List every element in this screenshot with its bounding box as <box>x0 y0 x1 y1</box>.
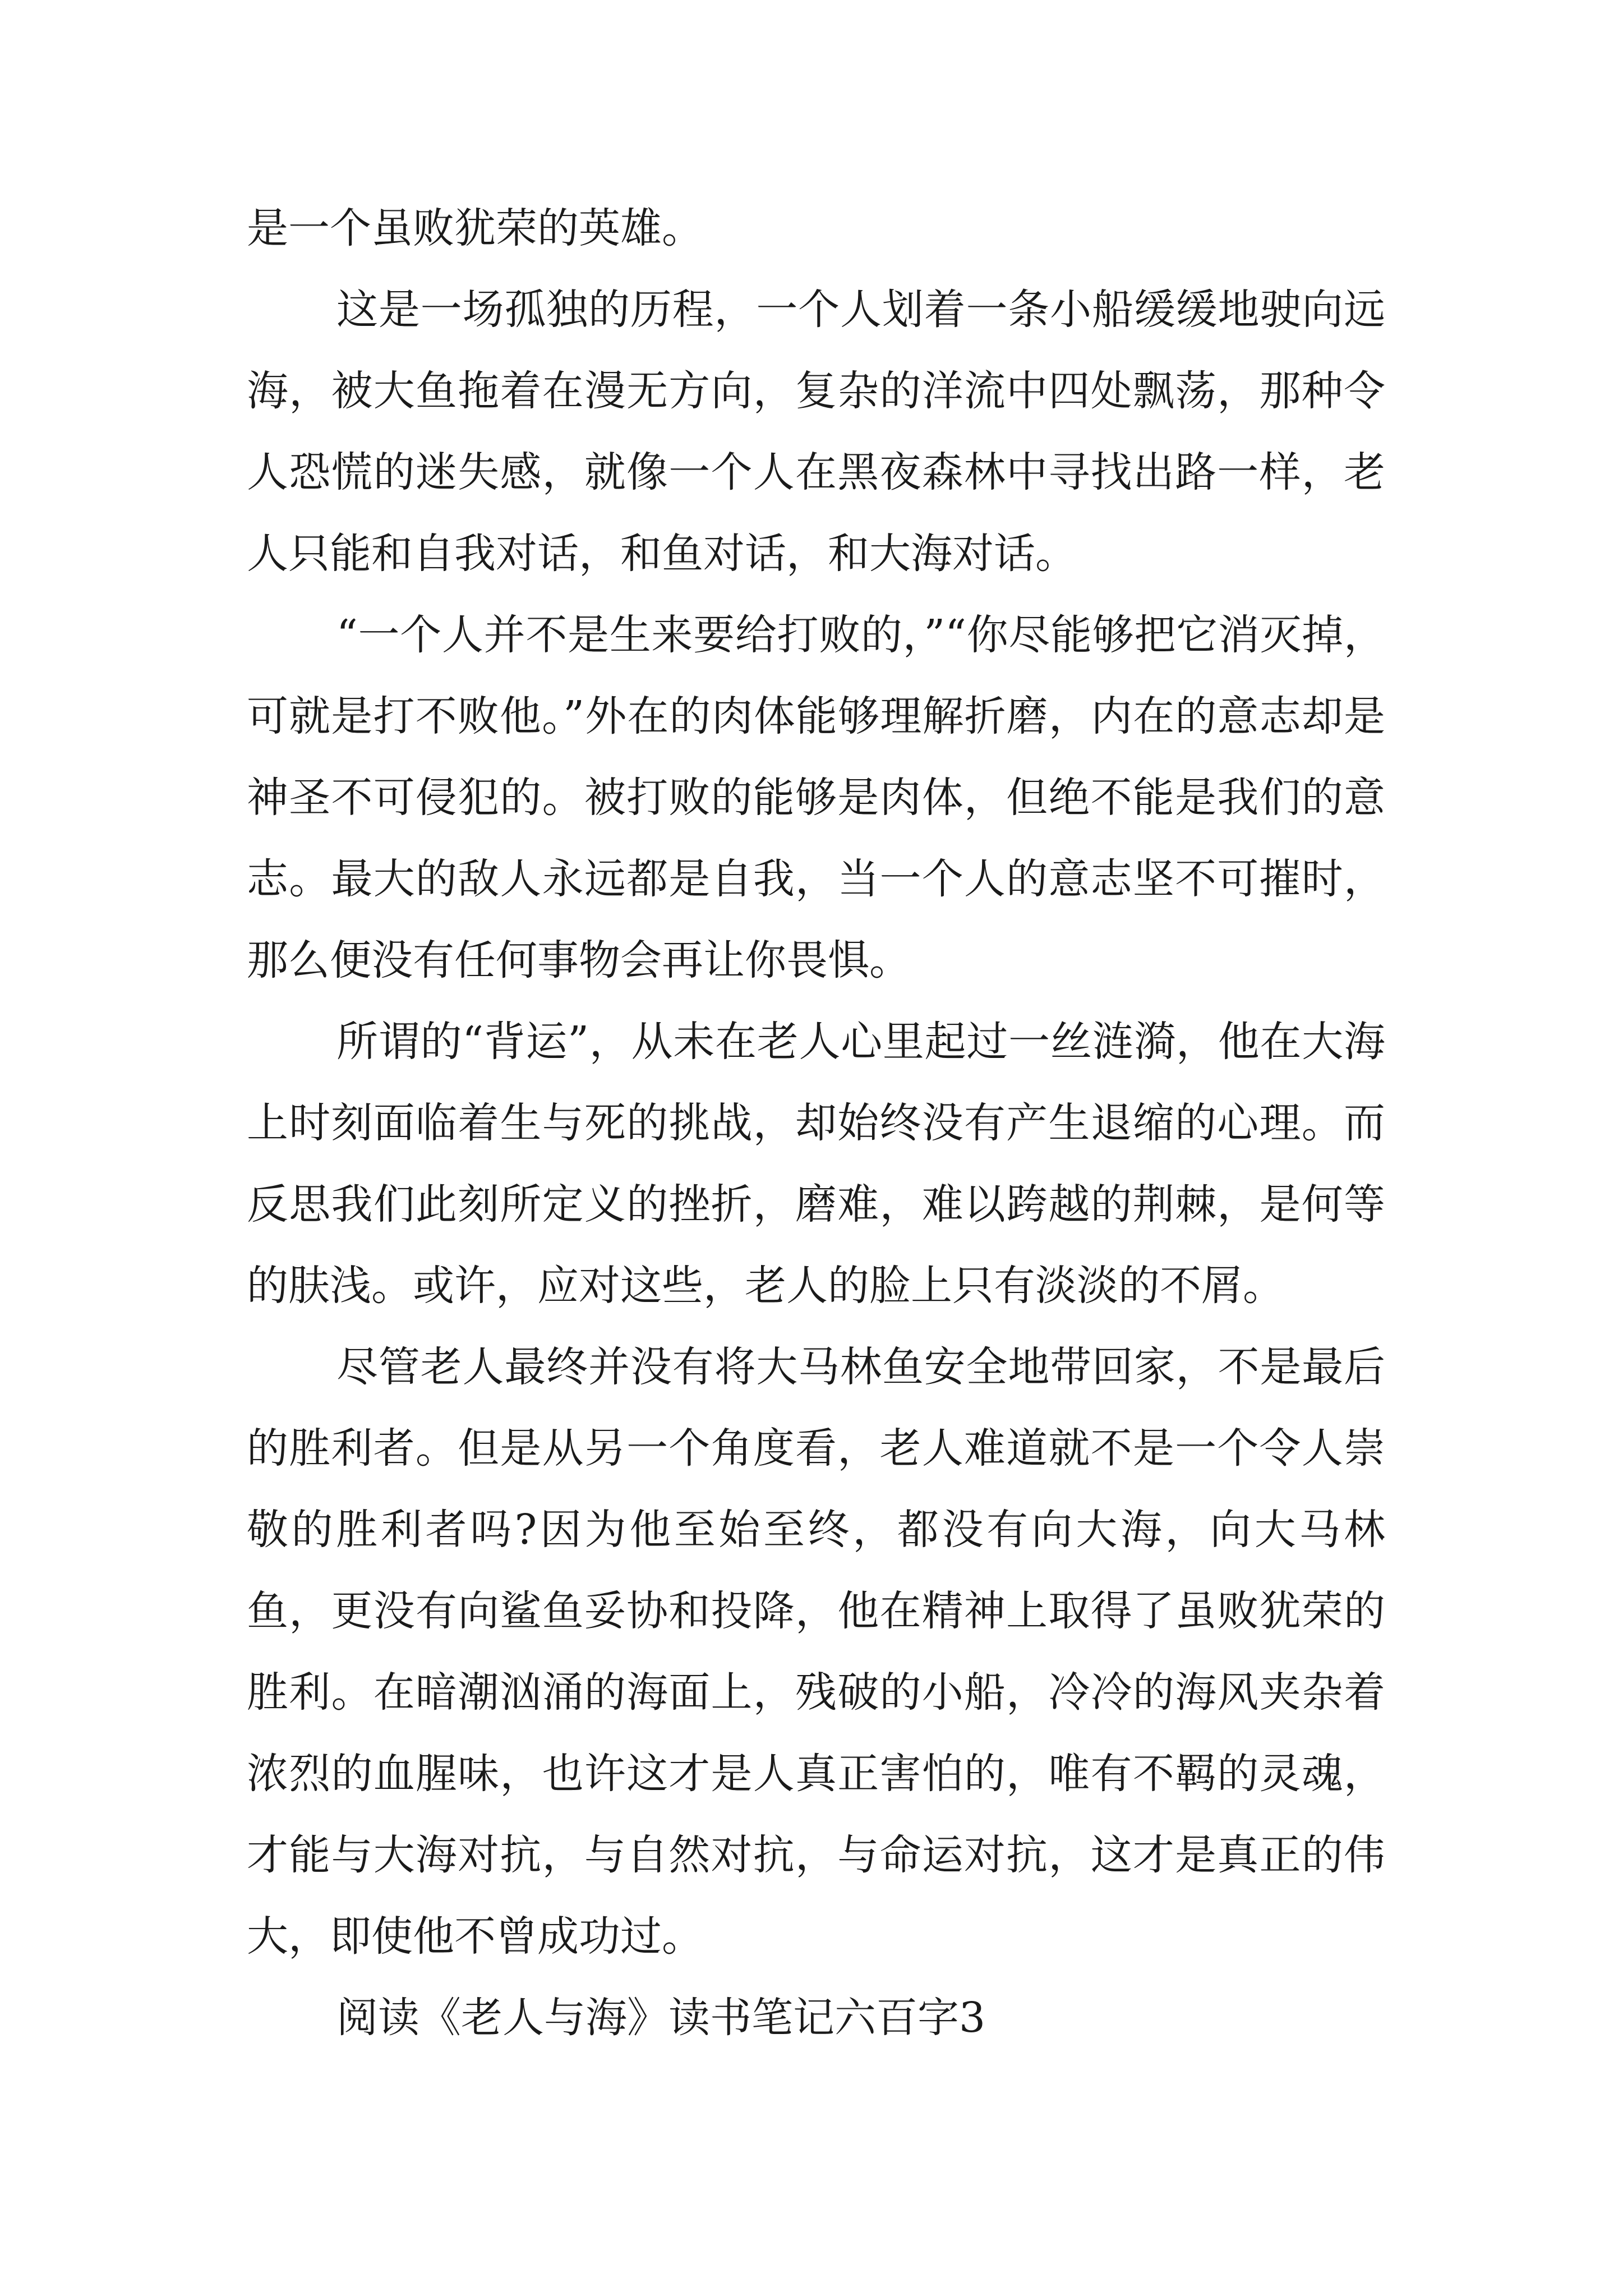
paragraph-not-defeated: “一个人并不是生来要给打败的，”“你尽能够把它消灭掉，可就是打不败他。”外在的肉体能够理解折磨，内在的意志却是神圣不可侵犯的。被打败的能够是肉体，但绝不能是我们的意志。最大的敌人永远都是自我，当一个人的意志坚不可摧时，那么便没有任何事物会再让你畏惧。 <box>247 611 1385 984</box>
section-heading: 阅读《老人与海》读书笔记六百字3 <box>336 1994 986 2042</box>
paragraph-bad-luck: 所谓的“背运”，从未在老人心里起过一丝涟漪，他在大海上时刻面临着生与死的挑战，却始终没有产生退缩的心理。而反思我们此刻所定义的挫折，磨难，难以跨越的荆棘，是何等的肤浅。或许，应对这些，老人的脸上只有淡淡的不屑。 <box>247 1018 1385 1310</box>
paragraph-victory: 尽管老人最终并没有将大马林鱼安全地带回家，不是最后的胜利者。但是从另一个角度看，老人难道就不是一个令人崇敬的胜利者吗?因为他至始至终，都没有向大海，向大马林鱼，更没有向鲨鱼妥协和投降，他在精神上取得了虽败犹荣的胜利。在暗潮汹涌的海面上，残破的小船，冷冷的海风夹杂着浓烈的血腥味，也许这才是人真正害怕的，唯有不羁的灵魂，才能与大海对抗，与自然对抗，与命运对抗，这才是真正的伟大，即使他不曾成功过。 <box>247 1343 1385 1961</box>
document-body <box>247 188 1385 2059</box>
paragraph-lonely-journey: 这是一场孤独的历程，一个人划着一条小船缓缓地驶向远海，被大鱼拖着在漫无方向，复杂的洋流中四处飘荡，那种令人恐慌的迷失感，就像一个人在黑夜森林中寻找出路一样，老人只能和自我对话，和鱼对话，和大海对话。 <box>247 286 1385 578</box>
paragraph-continuation: 是一个虽败犹荣的英雄。 <box>247 204 703 252</box>
